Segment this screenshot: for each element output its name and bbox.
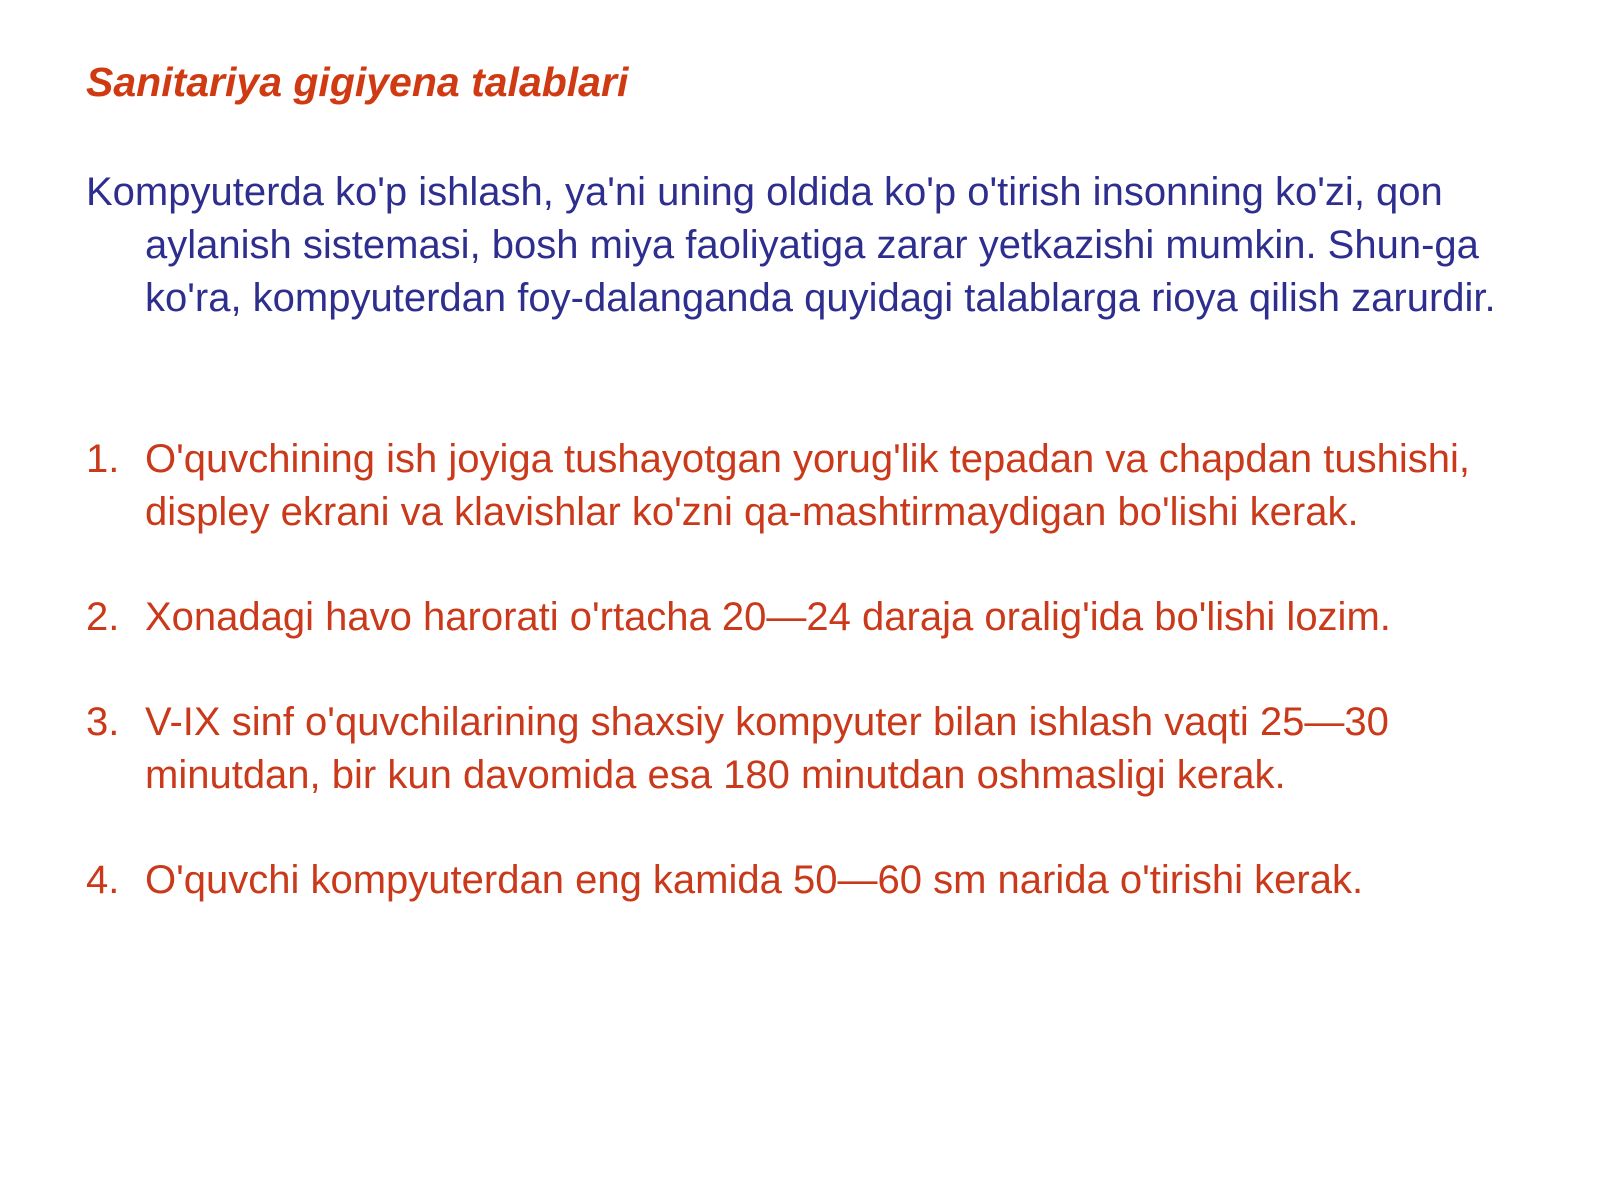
intro-paragraph: Kompyuterda ko'p ishlash, ya'ni uning oldida ko'p o'tirish insonning ko'zi, qon aylanish sistemasi, bosh miya faoliyatiga zarar yetkazishi mumkin. Shun-ga ko'ra, kompyuterdan foy-dalanganda quyidagi talablarga rioya qilish zarurdir. — [86, 170, 1496, 320]
list-item — [86, 433, 1520, 539]
list-item-text: O'quvchining ish joyiga tushayotgan yorug'lik tepadan va chapdan tushishi, displey ekrani va klavishlar ko'zni qa-mashtirmaydigan bo'lishi kerak. — [145, 437, 1471, 534]
list-item-text: V-IX sinf o'quvchilarining shaxsiy kompyuter bilan ishlash vaqti 25—30 minutdan, bir kun davomida esa 180 minutdan oshmasligi kerak. — [145, 700, 1389, 797]
list-item — [86, 854, 1520, 907]
list-item-text: Xonadagi havo harorati o'rtacha 20—24 daraja oralig'ida bo'lishi lozim. — [145, 595, 1391, 639]
list-item-number: 2. — [86, 595, 120, 639]
list-item-number: 4. — [86, 858, 120, 902]
list-item — [86, 591, 1520, 644]
requirements-list — [86, 433, 1520, 907]
list-item-number: 1. — [86, 437, 120, 481]
list-item — [86, 696, 1520, 802]
list-item-number: 3. — [86, 700, 120, 744]
list-item-text: O'quvchi kompyuterdan eng kamida 50—60 sm narida o'tirishi kerak. — [145, 858, 1364, 902]
slide-title: Sanitariya gigiyena talablari — [86, 59, 629, 105]
